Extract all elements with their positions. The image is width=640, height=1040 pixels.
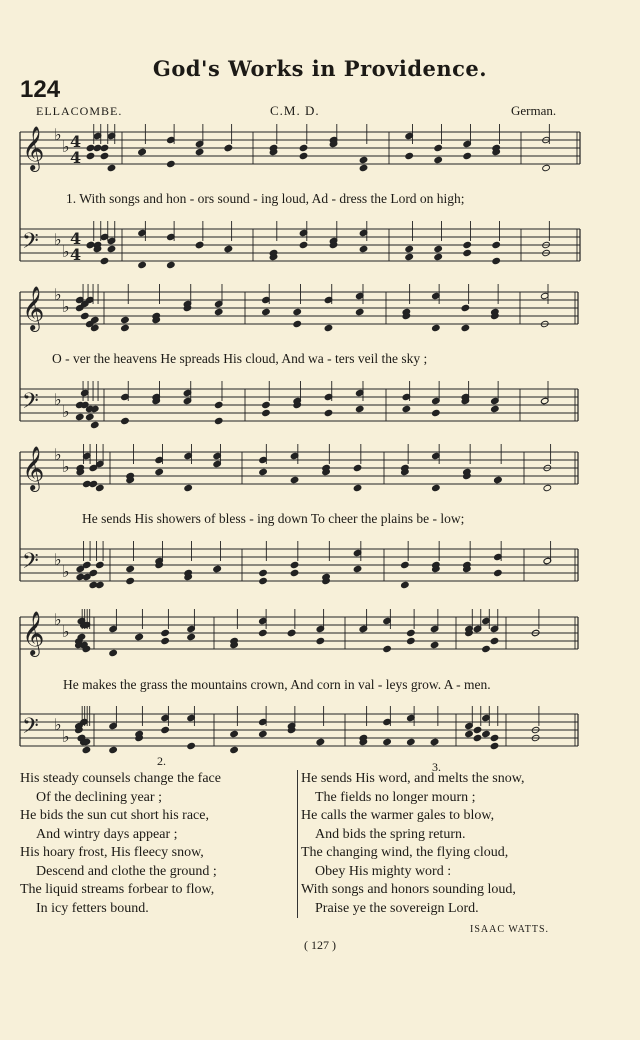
verse-2-line: His steady counsels change the face — [20, 771, 221, 786]
note-head — [353, 484, 362, 491]
note-head — [161, 637, 170, 644]
tune-origin: German. — [511, 103, 557, 118]
verse-3-number: 3. — [432, 760, 441, 774]
note-head — [473, 726, 482, 733]
note-head — [259, 569, 268, 576]
note-head — [109, 746, 118, 753]
note-head — [121, 324, 130, 331]
treble-clef-icon: 𝄞 — [22, 126, 45, 170]
lyric-line-2: O - ver the heavens He spreads His cloud, And wa - ters veil the sky ; — [52, 351, 428, 366]
note-head — [224, 245, 233, 252]
note-head — [96, 484, 105, 491]
note-head — [96, 561, 105, 568]
time-signature: 4 — [70, 148, 82, 167]
note-head — [121, 316, 130, 323]
author: ISAAC WATTS. — [470, 924, 550, 935]
lyric-line-4: He makes the grass the mountains crown, And corn in val - leys grow. A - men. — [63, 677, 491, 692]
note-head — [432, 324, 441, 331]
note-head — [100, 144, 109, 151]
note-head — [299, 144, 308, 151]
note-head — [359, 245, 368, 252]
note-head — [401, 581, 410, 588]
note-head — [138, 148, 147, 155]
note-head — [490, 637, 499, 644]
verse-3-line: With songs and honors sounding loud, — [301, 882, 516, 897]
page-number: ( 127 ) — [304, 938, 336, 952]
flat-icon: ♭ — [54, 715, 62, 734]
note-head — [465, 730, 474, 737]
lyric-line-3: He sends His showers of bless - ing down To cheer the plains be - low; — [82, 511, 465, 526]
note-head — [463, 241, 472, 248]
flat-icon: ♭ — [62, 402, 70, 421]
note-head — [359, 164, 368, 171]
note-head — [230, 730, 239, 737]
verse-2-line: The liquid streams forbear to flow, — [20, 882, 215, 897]
note-head — [126, 577, 135, 584]
note-head — [96, 581, 105, 588]
note-head — [405, 253, 414, 260]
note-head — [492, 257, 501, 264]
note-head — [491, 405, 500, 412]
flat-icon: ♭ — [62, 457, 70, 476]
note-head — [82, 746, 91, 753]
flat-icon: ♭ — [54, 125, 62, 144]
note-head — [383, 645, 392, 652]
note-head — [259, 629, 268, 636]
note-head — [107, 164, 116, 171]
verse-2-line: And wintry days appear ; — [36, 826, 178, 842]
note-head — [324, 409, 333, 416]
verse-2-number: 2. — [157, 754, 166, 768]
note-head — [492, 241, 501, 248]
note-head — [383, 738, 392, 745]
note-head — [353, 464, 362, 471]
note-head — [405, 245, 414, 252]
note-head — [316, 738, 325, 745]
verse-3-line: He sends His word, and melts the snow, — [301, 771, 525, 786]
note-head — [83, 561, 92, 568]
verse-2-line: Descend and clothe the ground ; — [36, 863, 217, 879]
note-head — [287, 629, 296, 636]
flat-icon: ♭ — [54, 550, 62, 569]
verse-3-line: The fields no longer mourn ; — [315, 789, 476, 805]
verse-3-line: Praise ye the sovereign Lord. — [315, 900, 479, 916]
note-head — [434, 156, 443, 163]
note-head — [187, 742, 196, 749]
note-head — [461, 324, 470, 331]
note-head — [359, 156, 368, 163]
note-head — [100, 152, 109, 159]
flat-icon: ♭ — [54, 285, 62, 304]
note-head — [89, 480, 98, 487]
note-head — [482, 730, 491, 737]
note-head — [299, 152, 308, 159]
note-head — [316, 637, 325, 644]
tune-name: ELLACOMBE. — [36, 104, 123, 118]
verse-3-line: And bids the spring return. — [315, 826, 466, 842]
verse-2-line: His hoary frost, His fleecy snow, — [20, 845, 204, 860]
flat-icon: ♭ — [54, 230, 62, 249]
note-head — [214, 417, 223, 424]
note-head — [490, 742, 499, 749]
note-head — [434, 253, 443, 260]
verse-2-line: He bids the sun cut short his race, — [20, 808, 209, 823]
note-head — [259, 468, 268, 475]
note-head — [290, 569, 299, 576]
note-head — [214, 308, 223, 315]
note-head — [324, 324, 333, 331]
bass-clef-icon: 𝄢 — [22, 389, 39, 419]
note-head — [430, 738, 439, 745]
bass-clef-icon: 𝄢 — [22, 714, 39, 744]
verse-2-line: Of the declining year ; — [36, 789, 162, 805]
note-head — [109, 649, 118, 656]
lyric-line-1: 1. With songs and hon - ors sound - ing loud, Ad - dress the Lord on high; — [66, 191, 465, 206]
note-head — [299, 241, 308, 248]
time-signature: 4 — [70, 132, 82, 151]
verse-3 — [301, 771, 524, 919]
note-head — [107, 245, 116, 252]
note-head — [195, 241, 204, 248]
note-head — [434, 245, 443, 252]
note-head — [126, 565, 135, 572]
note-head — [432, 409, 441, 416]
note-head — [482, 645, 491, 652]
note-head — [355, 308, 364, 315]
note-head — [138, 261, 147, 268]
note-head — [161, 726, 170, 733]
note-head — [135, 633, 144, 640]
note-head — [407, 637, 416, 644]
treble-clef-icon: 𝄞 — [22, 286, 45, 330]
flat-icon: ♭ — [62, 297, 70, 316]
verse-3-line: He calls the warmer gales to blow, — [301, 808, 495, 823]
note-head — [494, 569, 503, 576]
note-head — [432, 484, 441, 491]
note-head — [224, 144, 233, 151]
note-head — [121, 417, 130, 424]
note-head — [430, 641, 439, 648]
note-head — [262, 409, 271, 416]
flat-icon: ♭ — [54, 610, 62, 629]
flat-icon: ♭ — [62, 727, 70, 746]
verse-3-line: Obey His mighty word : — [315, 863, 452, 879]
note-head — [494, 476, 503, 483]
note-head — [213, 565, 222, 572]
note-head — [542, 164, 551, 171]
note-head — [80, 312, 89, 319]
note-head — [461, 304, 470, 311]
hymn-number: 124 — [20, 76, 61, 103]
note-head — [259, 577, 268, 584]
flat-icon: ♭ — [54, 445, 62, 464]
note-head — [167, 261, 176, 268]
note-head — [214, 401, 223, 408]
note-head — [195, 148, 204, 155]
note-head — [155, 468, 164, 475]
note-head — [353, 565, 362, 572]
flat-icon: ♭ — [62, 137, 70, 156]
note-head — [89, 569, 98, 576]
note-head — [293, 308, 302, 315]
note-head — [407, 629, 416, 636]
treble-clef-icon: 𝄞 — [22, 611, 45, 655]
note-head — [184, 484, 193, 491]
verse-2 — [20, 771, 221, 919]
note-head — [473, 734, 482, 741]
note-head — [434, 144, 443, 151]
note-head — [86, 152, 95, 159]
note-head — [293, 320, 302, 327]
note-head — [401, 561, 410, 568]
note-head — [463, 249, 472, 256]
note-head — [100, 257, 109, 264]
note-head — [75, 413, 84, 420]
note-head — [77, 633, 86, 640]
bass-clef-icon: 𝄢 — [22, 549, 39, 579]
flat-icon: ♭ — [62, 242, 70, 261]
note-head — [290, 561, 299, 568]
treble-clef-icon: 𝄞 — [22, 446, 45, 490]
note-head — [259, 730, 268, 737]
note-head — [167, 160, 176, 167]
note-head — [262, 308, 271, 315]
meter: C.M. D. — [270, 103, 320, 118]
note-head — [407, 738, 416, 745]
flat-icon: ♭ — [62, 622, 70, 641]
verse-2-line: In icy fetters bound. — [36, 900, 149, 916]
bass-clef-icon: 𝄢 — [22, 229, 39, 259]
note-head — [187, 633, 196, 640]
flat-icon: ♭ — [62, 562, 70, 581]
flat-icon: ♭ — [54, 390, 62, 409]
note-head — [402, 405, 411, 412]
note-head — [355, 405, 364, 412]
note-head — [230, 746, 239, 753]
note-head — [161, 629, 170, 636]
note-head — [85, 413, 94, 420]
note-head — [262, 401, 271, 408]
note-head — [90, 421, 99, 428]
note-head — [463, 152, 472, 159]
note-head — [90, 316, 99, 323]
time-signature: 4 — [70, 229, 82, 248]
note-head — [405, 152, 414, 159]
verse-divider — [297, 770, 298, 918]
note-head — [490, 734, 499, 741]
note-head — [543, 484, 552, 491]
time-signature: 4 — [70, 245, 82, 264]
verse-3-line: The changing wind, the flying cloud, — [301, 845, 509, 860]
note-head — [290, 476, 299, 483]
hymn-title: God's Works in Providence. — [152, 56, 488, 81]
